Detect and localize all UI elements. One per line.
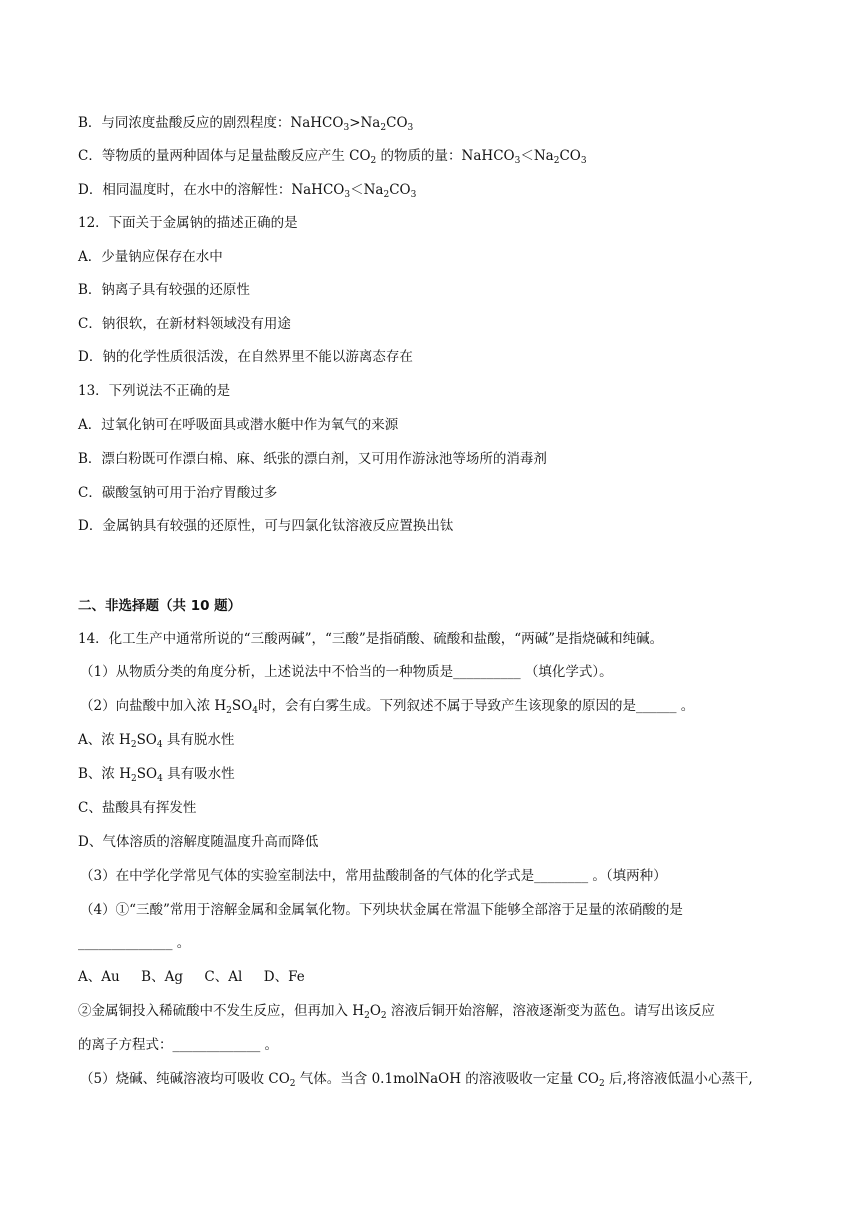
q14-part-4-sub2: ②金属铜投入稀硫酸中不发生反应，但再加入 $H_2O_2$ 溶液后铜开始溶解，溶液逐渐变为蓝色。请写出该反应 [78, 1003, 715, 1021]
q13-option-d: D．金属钠具有较强的还原性，可与四氯化钛溶液反应置换出钛 [78, 518, 454, 534]
q14-part-1: （1）从物质分类的角度分析，上述说法中不恰当的一种物质是__________ （填化学式）。 [80, 664, 613, 680]
q14-part-4-blank: ______________ 。 [78, 935, 191, 951]
q12-stem: 12．下面关于金属钠的描述正确的是 [78, 215, 298, 231]
q14-stem: 14．化工生产中通常所说的“三酸两碱”，“三酸”是指硝酸、硫酸和盐酸，“两碱”是指烧碱和纯碱。 [78, 631, 664, 647]
section-heading: 二、非选择题（共 10 题） [78, 598, 242, 614]
q14-part-2-option-b: B、浓 $H_2SO_4$ 具有吸水性 [78, 766, 235, 784]
q11-option-b: B．与同浓度盐酸反应的剧烈程度：$NaHCO_3>Na_2CO_3$ [78, 115, 414, 133]
q12-option-c: C．钠很软，在新材料领域没有用途 [78, 316, 291, 332]
q14-part-2-option-a: A、浓 $H_2SO_4$ 具有脱水性 [78, 732, 235, 750]
q11-option-d: D．相同温度时，在水中的溶解性：$NaHCO_3<Na_2CO_3$ [78, 182, 417, 200]
q14-part-4: （4）①“三酸”常用于溶解金属和金属氧化物。下列块状金属在常温下能够全部溶于足量的浓硝酸的是 [80, 902, 683, 918]
q14-part-3: （3）在中学化学常见气体的实验室制法中，常用盐酸制备的气体的化学式是________ 。（填两种） [80, 868, 667, 884]
q12-option-d: D．钠的化学性质很活泼，在自然界里不能以游离态存在 [78, 349, 413, 365]
q13-option-a: A．过氧化钠可在呼吸面具或潜水艇中作为氧气的来源 [78, 417, 399, 433]
q13-option-c: C．碳酸氢钠可用于治疗胃酸过多 [78, 485, 278, 501]
q12-option-a: A．少量钠应保存在水中 [78, 249, 223, 265]
q13-option-b: B．漂白粉既可作漂白棉、麻、纸张的漂白剂，又可用作游泳池等场所的消毒剂 [78, 451, 547, 467]
q14-part-4-sub2-cont: 的离子方程式：_____________ 。 [78, 1037, 279, 1053]
q12-option-b: B．钠离子具有较强的还原性 [78, 282, 250, 298]
q14-part-4-options: A、Au B、Ag C、Al D、Fe [78, 969, 305, 985]
q14-part-2: （2）向盐酸中加入浓 $H_2SO_4$时，会有白雾生成。下列叙述不属于导致产生该现象的原因的是______ 。 [80, 698, 695, 716]
q14-part-5: （5）烧碱、纯碱溶液均可吸收 $CO_2$ 气体。当含 0.1molNaOH 的溶液吸收一定量 $CO_2$ 后,将溶液低温小心蒸干, [80, 1071, 753, 1089]
q14-part-2-option-c: C、盐酸具有挥发性 [78, 800, 197, 816]
q13-stem: 13．下列说法不正确的是 [78, 383, 231, 399]
q14-part-2-option-d: D、气体溶质的溶解度随温度升高而降低 [78, 834, 319, 850]
q11-option-c: C．等物质的量两种固体与足量盐酸反应产生 $CO_2$ 的物质的量：$NaHCO_3<Na_2CO_3$ [78, 148, 587, 166]
